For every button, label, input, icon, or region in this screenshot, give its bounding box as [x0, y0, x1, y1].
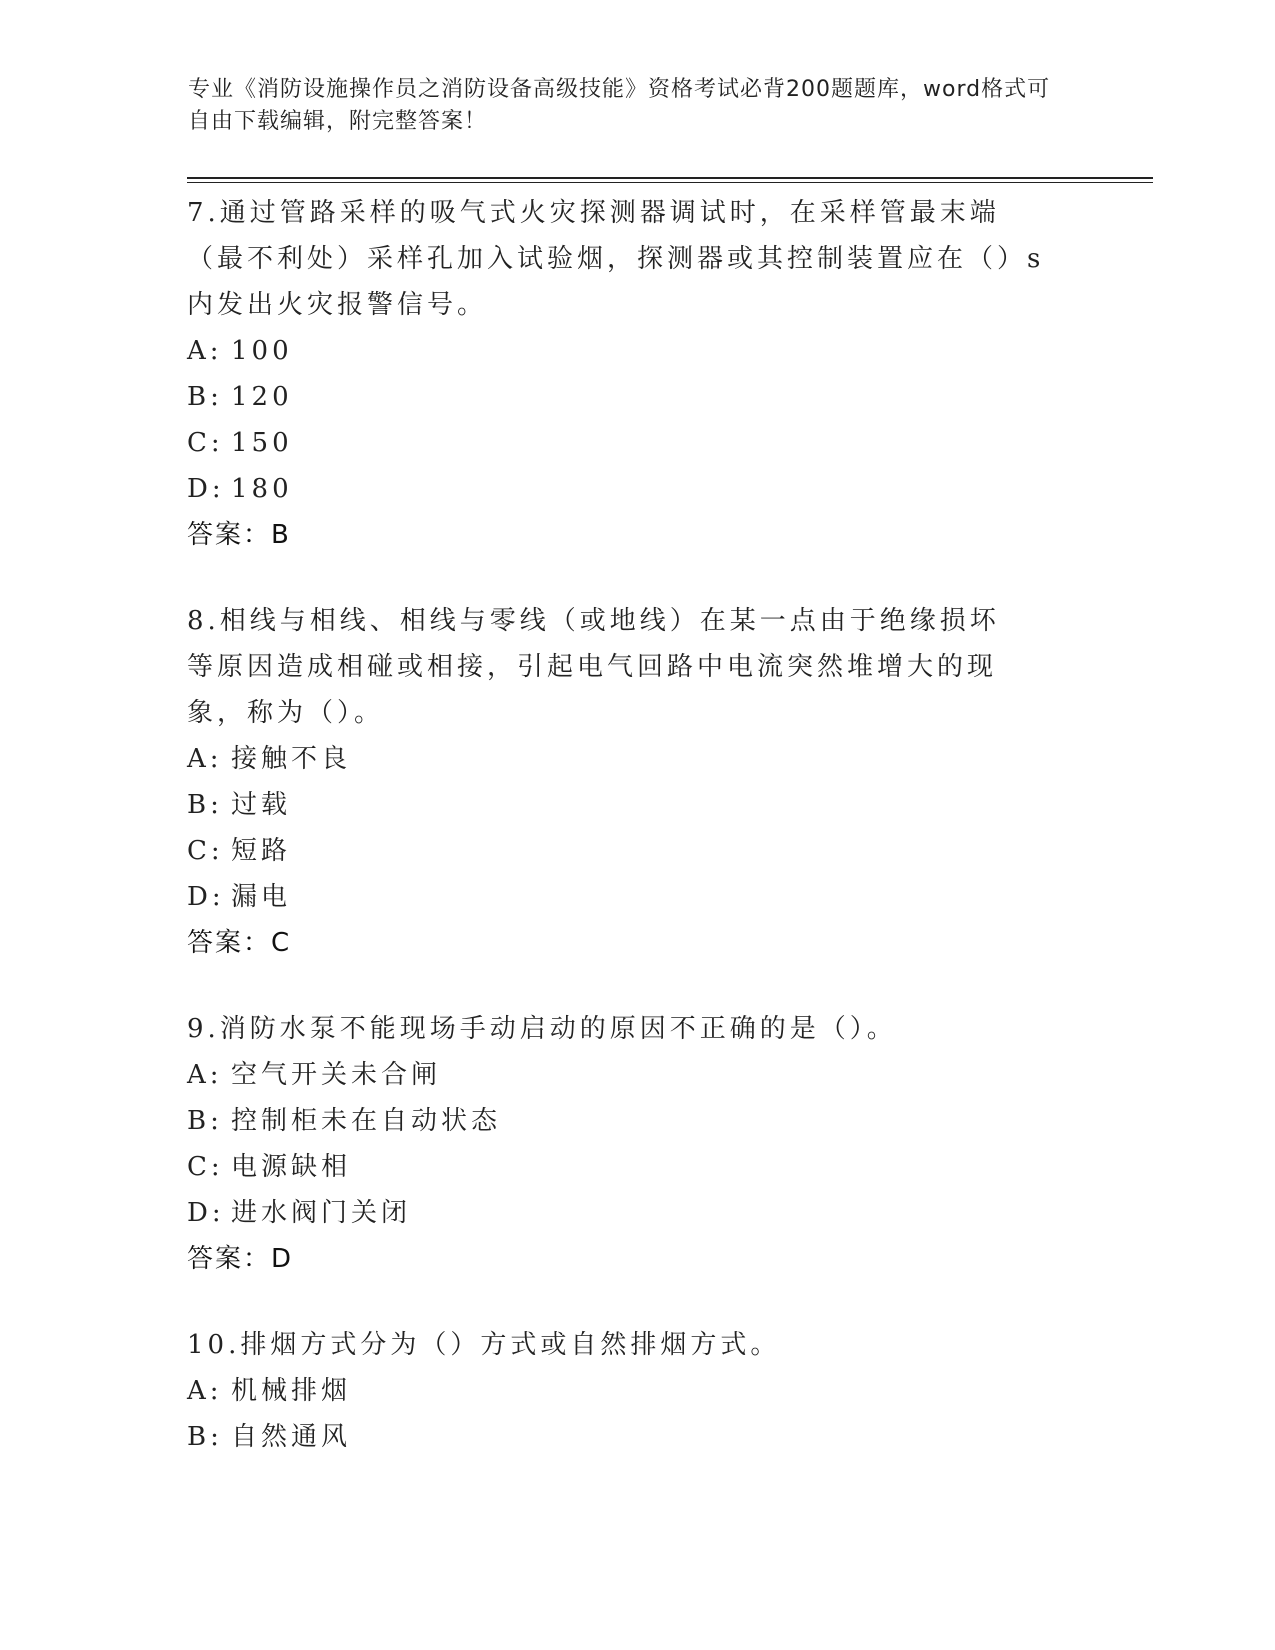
option-d — [187, 466, 1087, 512]
option-d — [187, 874, 1087, 920]
option-letter: C: — [187, 1152, 224, 1182]
option-text: 机械排烟 — [231, 1376, 352, 1406]
answer-line: 答案：B — [187, 520, 291, 550]
option-text: 自然通风 — [231, 1422, 352, 1452]
option-text: 150 — [231, 428, 293, 458]
option-letter: A: — [187, 336, 223, 366]
option-b — [187, 1414, 1087, 1460]
option-b — [187, 1098, 1087, 1144]
option-text: 过载 — [231, 790, 292, 820]
question-8 — [187, 598, 1087, 966]
option-text: 短路 — [231, 836, 292, 866]
option-letter: B: — [187, 790, 223, 820]
header-divider-thin — [187, 182, 1153, 183]
question-stem: 9.消防水泵不能现场手动启动的原因不正确的是（）。 — [187, 1014, 897, 1044]
option-text: 180 — [231, 474, 293, 504]
option-a — [187, 1368, 1087, 1414]
option-text: 漏电 — [231, 882, 292, 912]
question-stem: 10.排烟方式分为（）方式或自然排烟方式。 — [187, 1330, 781, 1360]
option-text: 100 — [231, 336, 293, 366]
option-letter: B: — [187, 1106, 223, 1136]
option-text: 控制柜未在自动状态 — [231, 1106, 502, 1136]
option-letter: C: — [187, 836, 224, 866]
option-letter: D: — [187, 882, 225, 912]
option-letter: D: — [187, 1198, 225, 1228]
option-b — [187, 782, 1087, 828]
option-d — [187, 1190, 1087, 1236]
option-text: 接触不良 — [231, 744, 352, 774]
option-text: 进水阀门关闭 — [231, 1198, 412, 1228]
document-header: 专业《消防设施操作员之消防设备高级技能》资格考试必背200题题库，word格式可自由下载编辑，附完整答案！ — [188, 77, 1051, 134]
option-letter: C: — [187, 428, 224, 458]
spacer — [187, 966, 1087, 1006]
answer-line: 答案：D — [187, 1244, 294, 1274]
option-text: 120 — [231, 382, 293, 412]
option-c — [187, 420, 1087, 466]
question-list — [187, 190, 1087, 1460]
question-9 — [187, 1006, 1087, 1282]
header-divider-thick — [187, 177, 1153, 179]
question-7 — [187, 190, 1087, 558]
option-text: 电源缺相 — [231, 1152, 352, 1182]
answer-line: 答案：C — [187, 928, 292, 958]
question-stem: 7.通过管路采样的吸气式火灾探测器调试时，在采样管最末端（最不利处）采样孔加入试验烟，探测器或其控制装置应在（）s内发出火灾报警信号。 — [187, 198, 1045, 320]
option-letter: A: — [187, 1060, 223, 1090]
option-b — [187, 374, 1087, 420]
option-a — [187, 328, 1087, 374]
option-letter: A: — [187, 1376, 223, 1406]
option-c — [187, 1144, 1087, 1190]
option-a — [187, 1052, 1087, 1098]
spacer — [187, 558, 1087, 598]
option-letter: A: — [187, 744, 223, 774]
spacer — [187, 1282, 1087, 1322]
option-c — [187, 828, 1087, 874]
option-text: 空气开关未合闸 — [231, 1060, 442, 1090]
question-10 — [187, 1322, 1087, 1460]
option-letter: D: — [187, 474, 225, 504]
option-letter: B: — [187, 382, 223, 412]
question-stem: 8.相线与相线、相线与零线（或地线）在某一点由于绝缘损坏等原因造成相碰或相接，引起电气回路中电流突然堆增大的现象，称为（）。 — [187, 606, 1000, 728]
option-letter: B: — [187, 1422, 223, 1452]
option-a — [187, 736, 1087, 782]
